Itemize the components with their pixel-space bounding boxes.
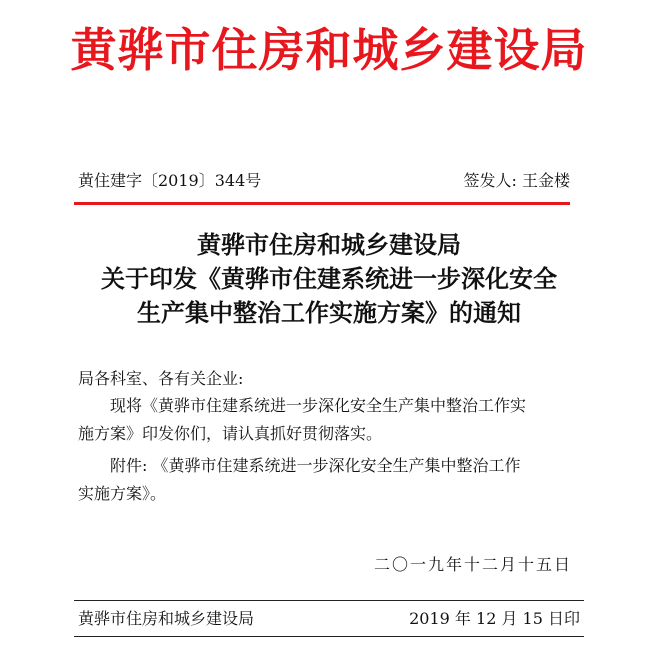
paragraph-1-line-1: 现将《黄骅市住建系统进一步深化安全生产集中整治工作实	[110, 396, 527, 415]
addressee: 局各科室、各有关企业:	[78, 369, 244, 388]
red-letterhead: 黄骅市住房和城乡建设局	[70, 23, 588, 77]
body-paragraph-1	[78, 392, 583, 448]
signer: 签发人: 王金楼	[463, 171, 570, 190]
footer-bottom-rule	[74, 636, 584, 637]
attachment-line-1: 附件: 《黄骅市住建系统进一步深化安全生产集中整治工作	[110, 456, 521, 475]
paragraph-1-line-2: 施方案》印发你们，请认真抓好贯彻落实。	[78, 424, 383, 443]
footer-org: 黄骅市住房和城乡建设局	[78, 609, 255, 628]
title-line-1: 黄骅市住房和城乡建设局	[197, 230, 461, 259]
document-title	[60, 228, 598, 330]
attachment-paragraph	[78, 452, 583, 508]
footer-top-rule	[74, 600, 584, 601]
title-line-3: 生产集中整治工作实施方案》的通知	[137, 298, 521, 327]
red-divider	[74, 202, 570, 205]
title-line-2: 关于印发《黄骅市住建系统进一步深化安全	[101, 264, 557, 293]
attachment-line-2: 实施方案》。	[78, 484, 167, 503]
footer-print-date: 2019 年 12 月 15 日印	[409, 609, 580, 628]
issue-date: 二〇一九年十二月十五日	[373, 555, 572, 574]
document-number: 黄住建字〔2019〕344号	[78, 171, 262, 190]
